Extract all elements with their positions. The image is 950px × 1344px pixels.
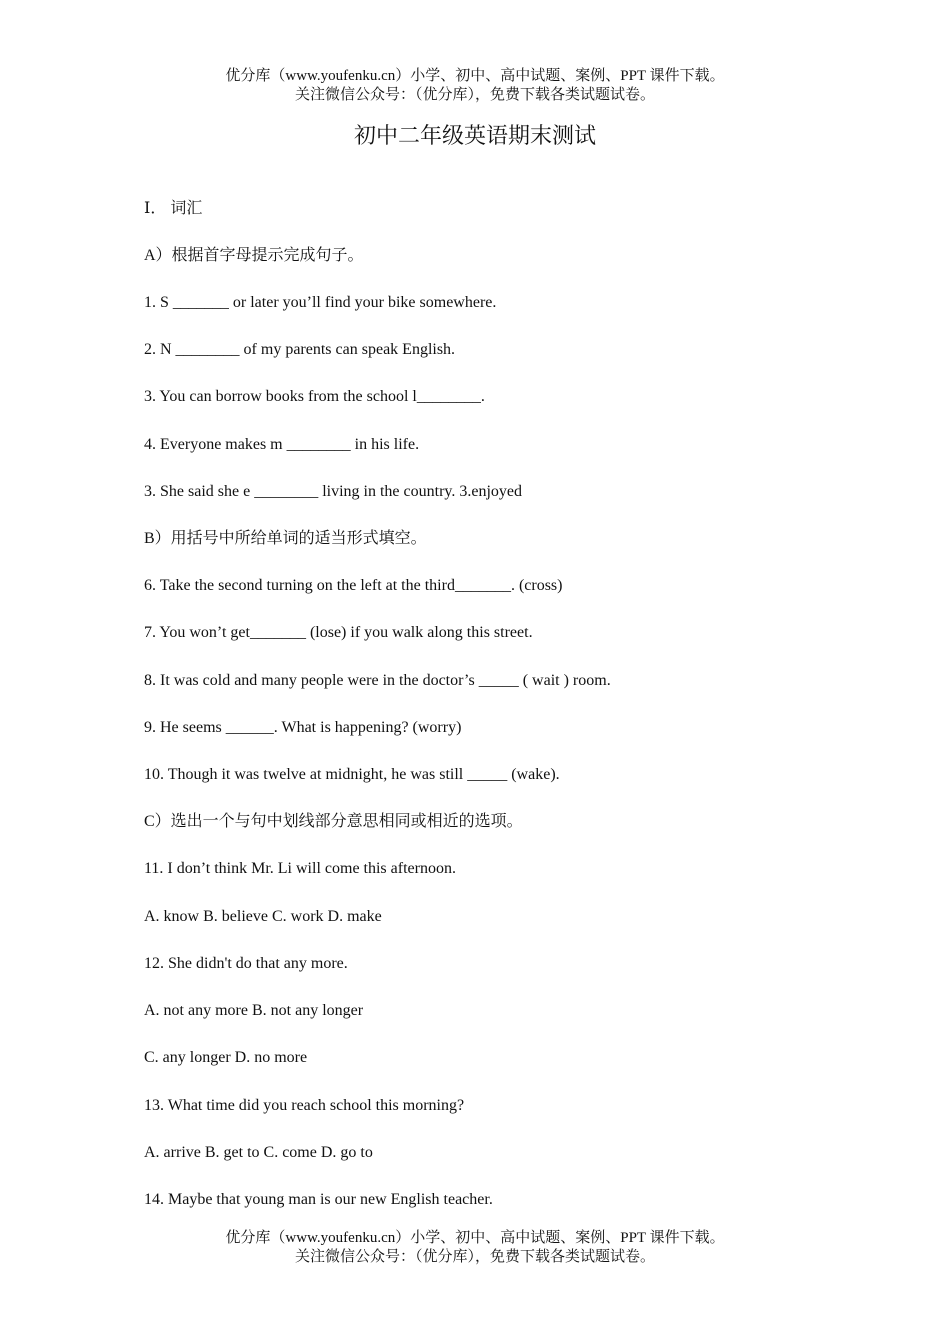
page-title: 初中二年级英语期末测试 [353,123,596,148]
section-heading-vocabulary: Ⅰ． 词汇 [144,200,203,217]
question-3: 3. You can borrow books from the school l________. [144,388,485,405]
question-9: 9. He seems ______. What is happening? (worry) [144,719,462,736]
part-b-instruction: B）用括号中所给单词的适当形式填空。 [144,530,427,547]
question-8: 8. It was cold and many people were in the doctor’s _____ ( wait ) room. [144,672,611,689]
question-1: 1. S _______ or later you’ll find your bike somewhere. [144,294,497,311]
header-line-1: 优分库（www.youfenku.cn）小学、初中、高中试题、案例、PPT 课件下载。 [225,68,725,84]
question-12-options-cd: C. any longer D. no more [144,1049,308,1066]
footer-line-2: 关注微信公众号：（优分库），免费下载各类试题试卷。 [294,1249,655,1265]
question-2: 2. N ________ of my parents can speak English. [144,341,456,358]
question-11: 11. I don’t think Mr. Li will come this afternoon. [144,860,456,877]
question-10: 10. Though it was twelve at midnight, he was still _____ (wake). [144,766,560,783]
question-13: 13. What time did you reach school this morning? [144,1097,465,1114]
question-12-options-ab: A. not any more B. not any longer [144,1002,364,1019]
part-c-instruction: C）选出一个与句中划线部分意思相同或相近的选项。 [144,813,523,830]
question-12: 12. She didn't do that any more. [144,955,348,972]
header-line-2: 关注微信公众号：（优分库），免费下载各类试题试卷。 [294,87,655,103]
question-11-options: A. know B. believe C. work D. make [144,908,382,925]
part-a-instruction: A）根据首字母提示完成句子。 [144,247,364,264]
question-5: 3. She said she e ________ living in the country. 3.enjoyed [144,483,523,500]
question-7: 7. You won’t get_______ (lose) if you walk along this street. [144,624,533,641]
question-6: 6. Take the second turning on the left at the third_______. (cross) [144,577,563,594]
question-13-options: A. arrive B. get to C. come D. go to [144,1144,373,1161]
question-4: 4. Everyone makes m ________ in his life. [144,436,420,453]
footer-line-1: 优分库（www.youfenku.cn）小学、初中、高中试题、案例、PPT 课件下载。 [225,1230,725,1246]
question-14: 14. Maybe that young man is our new English teacher. [144,1191,493,1208]
